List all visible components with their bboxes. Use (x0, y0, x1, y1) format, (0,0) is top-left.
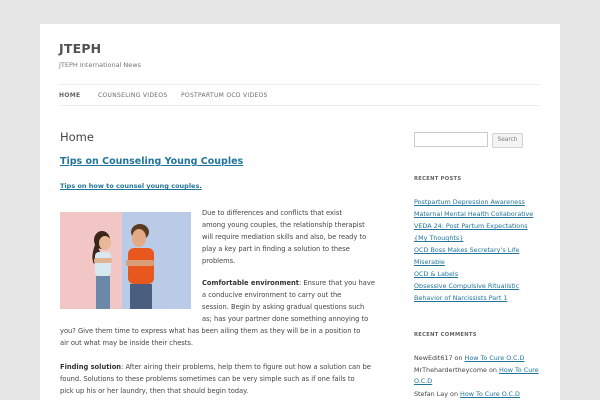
recent-comment-item: Stefan Lay on How To Cure O.C.D (414, 390, 520, 398)
recent-comment-item-continued (414, 377, 432, 385)
comment-author: MrThehardertheycome (414, 366, 487, 374)
recent-comment-item: NewEdit617 on How To Cure O.C.D (414, 354, 525, 362)
comment-post-link[interactable]: How To Cure O.C.D (460, 390, 520, 398)
recent-post-link-continued[interactable]: {My Thoughts} (414, 234, 464, 242)
comment-post-link[interactable]: O.C.D (414, 377, 433, 385)
recent-comment-item: MrThehardertheycome on How To Cure (414, 366, 539, 374)
recent-post-link[interactable]: OCD & Labels (414, 270, 459, 278)
recent-comments-title: RECENT COMMENTS (414, 332, 477, 338)
post-inline-link[interactable]: Tips on how to counsel young couples (60, 182, 200, 190)
couple-illustration (60, 212, 191, 309)
search-button[interactable]: Search (492, 133, 523, 148)
comment-author: Stefan Lay (414, 390, 449, 398)
comment-post-link[interactable]: How To Cure O.C.D (464, 354, 525, 362)
intro-paragraph: Due to differences and conflicts that exist among young couples, the relationship therapist will require mediation skills and also, be ready to play a key part in finding a solution to these problems. (202, 209, 367, 265)
comfort-heading: Comfortable environment (202, 279, 299, 287)
nav-item-counseling-videos[interactable]: COUNSELING VIDEOS (98, 92, 168, 99)
recent-post-link-continued[interactable]: Behavior of Narcissists Part 1 (414, 294, 508, 302)
recent-post-link[interactable]: Obsessive Compulsive Ritualistic (414, 282, 520, 290)
comment-author: NewEdit617 (414, 354, 453, 362)
recent-post-link-continued[interactable]: Miserable (414, 258, 445, 266)
comfort-paragraph-continued: you? Give them time to express what has been ailing them as they will be in a position to air out what may be inside their chests. (60, 327, 361, 347)
finding-paragraph: Finding solution: After airing their problems, help them to figure out how a solution can be found. Solutions to these problems sometimes can be very simple such as if one fails to pick up his or her laundry, then that should begin today. (60, 363, 371, 395)
recent-post-link[interactable]: VEDA 24: Post Partum Expectations (414, 222, 528, 230)
recent-post-link[interactable]: OCD Boss Makes Secretary’s Life (414, 246, 520, 254)
recent-post-link[interactable]: Maternal Mental Health Collaborative (414, 210, 534, 218)
site-description: JTEPH International News (59, 61, 141, 69)
recent-post-link[interactable]: Postpartum Depression Awareness (414, 198, 525, 206)
post-link-period: . (199, 182, 202, 190)
post-intro-line (60, 182, 202, 190)
site-title[interactable]: JTEPH (59, 41, 102, 56)
finding-heading: Finding solution (60, 363, 122, 371)
couple-photo (60, 212, 191, 309)
main-navigation (59, 84, 540, 106)
nav-item-home[interactable]: HOME (59, 92, 81, 99)
comment-post-link[interactable]: How To Cure (499, 366, 539, 374)
comfort-paragraph: Comfortable environment: Ensure that you have a conducive environment to carry out the session. Begin by asking gradual questions such as; has your partner done something annoying to (202, 279, 375, 323)
post-title-link[interactable]: Tips on Counseling Young Couples (60, 156, 244, 167)
recent-posts-title: RECENT POSTS (414, 176, 462, 182)
nav-item-postpartum-ocd-videos[interactable]: POSTPARTUM OCD VIDEOS (181, 92, 268, 99)
page-title: Home (60, 130, 94, 144)
search-input[interactable] (414, 132, 488, 147)
